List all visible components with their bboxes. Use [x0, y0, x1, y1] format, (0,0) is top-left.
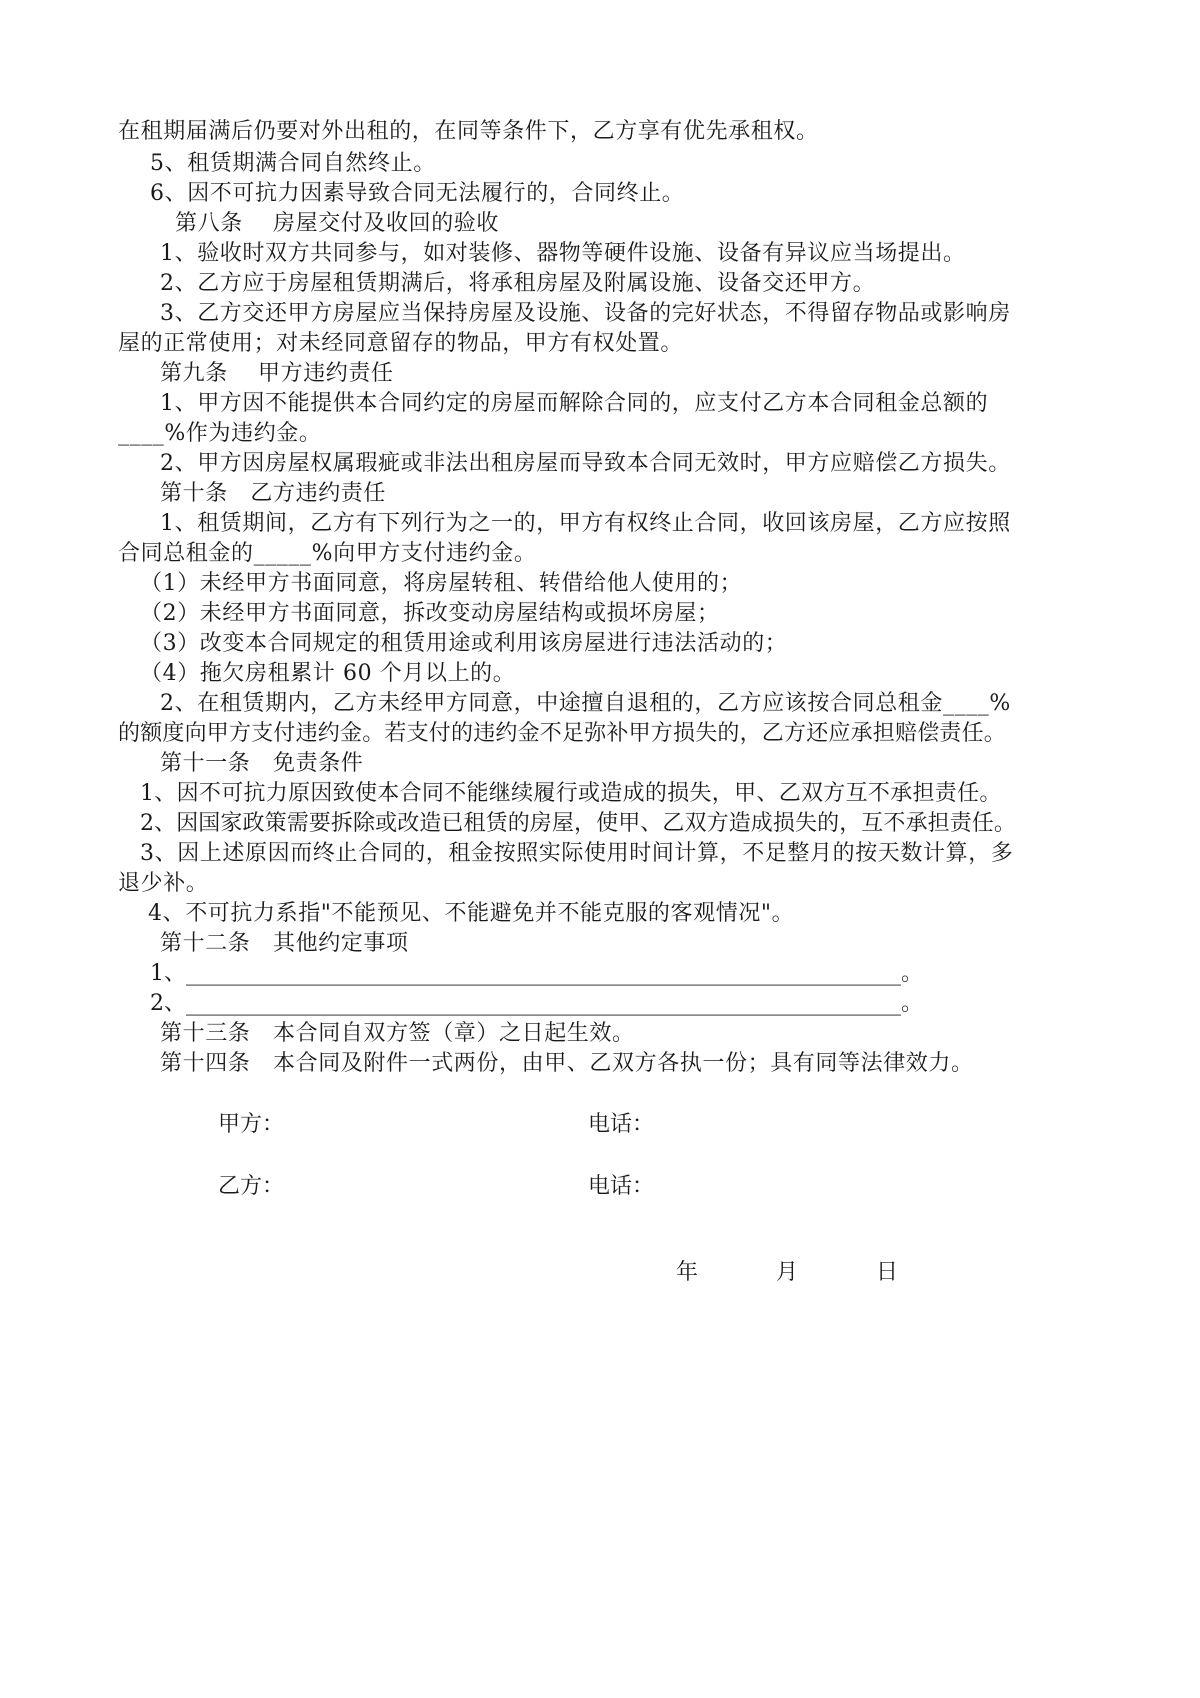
text-line: 在租期届满后仍要对外出租的，在同等条件下，乙方享有优先承租权。 [118, 119, 819, 144]
year-label: 年 [676, 1260, 699, 1285]
section-heading: 第十三条 本合同自双方签（章）之日起生效。 [160, 1021, 635, 1046]
section-heading: 第九条 甲方违约责任 [160, 361, 394, 386]
text-line: 2、乙方应于房屋租赁期满后，将承租房屋及附属设施、设备交还甲方。 [160, 271, 876, 296]
day-label: 日 [876, 1260, 899, 1285]
text-line: 2、甲方因房屋权属瑕疵或非法出租房屋而导致本合同无效时，甲方应赔偿乙方损失。 [160, 451, 1011, 476]
text-line: 的额度向甲方支付违约金。若支付的违约金不足弥补甲方损失的，乙方还应承担赔偿责任。 [118, 721, 1007, 746]
text-line: 1、租赁期间，乙方有下列行为之一的，甲方有权终止合同，收回该房屋，乙方应按照 [160, 511, 1011, 536]
text-line: 1、因不可抗力原因致使本合同不能继续履行或造成的损失，甲、乙双方互不承担责任。 [140, 781, 1002, 806]
text-line: 退少补。 [118, 871, 209, 896]
party-a-label: 甲方： [218, 1112, 285, 1137]
list-item: （3）改变本合同规定的租赁用途或利用该房屋进行违法活动的； [140, 631, 788, 656]
phone-b-label: 电话： [588, 1174, 655, 1199]
section-heading: 第十条 乙方违约责任 [160, 481, 387, 506]
phone-a-label: 电话： [588, 1112, 655, 1137]
party-b-label: 乙方： [218, 1174, 285, 1199]
list-item: （2）未经甲方书面同意，拆改变动房屋结构或损坏房屋； [140, 601, 720, 626]
list-item: （4）拖欠房租累计 60 个月以上的。 [140, 661, 516, 686]
text-line: 2、因国家政策需要拆除或改造已租赁的房屋，使甲、乙双方造成损失的，互不承担责任。 [140, 811, 1016, 836]
text-line: ____%作为违约金。 [118, 421, 322, 446]
section-heading: 第十一条 免责条件 [160, 751, 364, 776]
text-line: 合同总租金的_____%向甲方支付违约金。 [118, 541, 537, 566]
text-line: 5、租赁期满合同自然终止。 [150, 151, 436, 176]
section-heading: 第八条 房屋交付及收回的验收 [175, 211, 499, 236]
blank-line-item: 1、_________________________________________________________________。 [150, 961, 923, 986]
blank-line-item: 2、_________________________________________________________________。 [150, 991, 923, 1016]
text-line: 1、验收时双方共同参与，如对装修、器物等硬件设施、设备有异议应当场提出。 [160, 241, 966, 266]
month-label: 月 [776, 1260, 799, 1285]
text-line: 3、因上述原因而终止合同的，租金按照实际使用时间计算，不足整月的按天数计算，多 [140, 841, 1014, 866]
section-heading: 第十四条 本合同及附件一式两份，由甲、乙双方各执一份；具有同等法律效力。 [160, 1051, 974, 1076]
text-line: 1、甲方因不能提供本合同约定的房屋而解除合同的，应支付乙方本合同租金总额的 [160, 391, 989, 416]
text-line: 4、不可抗力系指"不能预见、不能避免并不能克服的客观情况"。 [148, 901, 795, 926]
text-line: 6、因不可抗力因素导致合同无法履行的，合同终止。 [150, 181, 685, 206]
text-line: 2、在租赁期内，乙方未经甲方同意，中途擅自退租的，乙方应该按合同总租金____% [160, 691, 1011, 716]
text-line: 3、乙方交还甲方房屋应当保持房屋及设施、设备的完好状态，不得留存物品或影响房 [160, 301, 1011, 326]
list-item: （1）未经甲方书面同意，将房屋转租、转借给他人使用的； [140, 571, 743, 596]
section-heading: 第十二条 其他约定事项 [160, 931, 409, 956]
text-line: 屋的正常使用；对未经同意留存的物品，甲方有权处置。 [118, 331, 684, 356]
